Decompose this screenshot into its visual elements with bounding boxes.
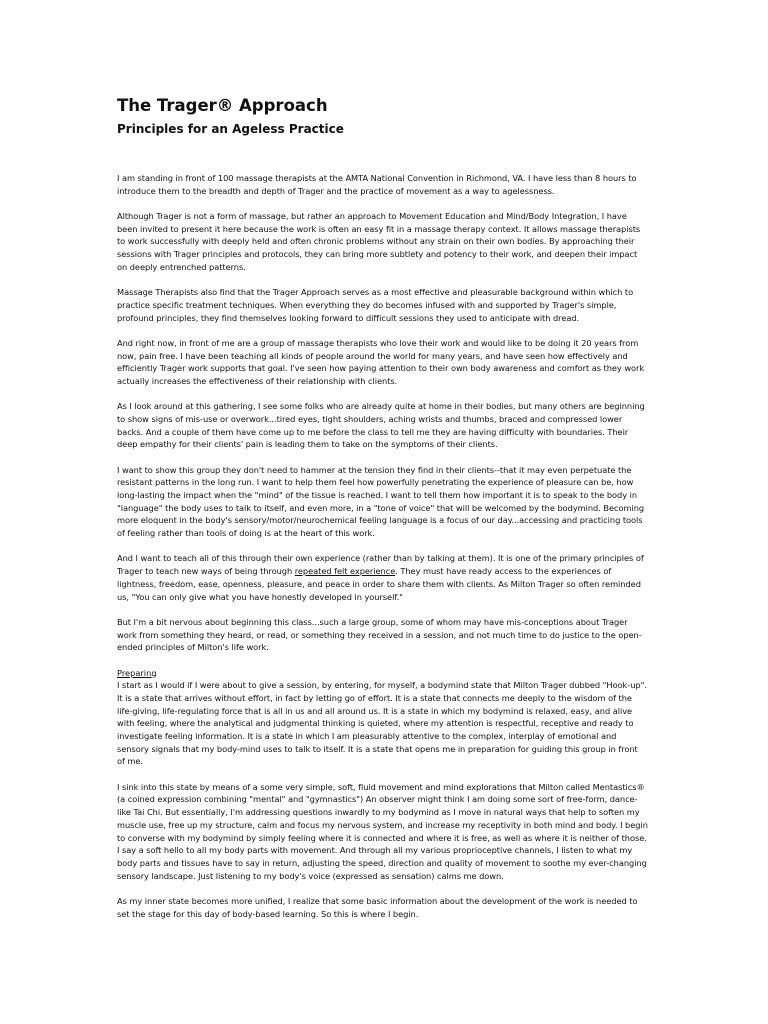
paragraph-10: I sink into this state by means of a some very simple, soft, fluid movement and mind explorations that Milton called Mentastics® (a coined expression combining "mental" and "gymnastics") An observer might think I am doing some sort of free-form, dance-like Tai Chi. But essentially, I'm addressing questions inwardly to my bodymind as I move in natural ways that help to soften my muscle use, free up my structure, calm and focus my nervous system, and increase my receptivity in both mind and body. I begin to converse with my bodymind by simply feeling where it is connected and where it is free, as well as where it is neither of those. I say a soft hello to all my body parts with movement. And through all my various proprioceptive channels, I listen to what my body parts and tissues have to say in return, adjusting the speed, direction and quality of movement to soothe my ever-changing sensory landscape. Just listening to my body's voice (expressed as sensation) calms me down. — [117, 781, 648, 881]
paragraph-5: As I look around at this gathering, I see some folks who are already quite at home in their bodies, but many others are beginning to show signs of mis-use or overwork...tired eyes, tight shoulders, aching wrists and thumbs, braced and compressed lower backs. And a couple of them have come up to me before the class to tell me they are having difficulty with boundaries. Their deep empathy for their clients' pain is leading them to take on the symptoms of their clients. — [117, 401, 645, 450]
paragraph-8: But I'm a bit nervous about beginning this class...such a large group, some of whom may have mis-conceptions about Trager work from something they heard, or read, or something they received in a session, and not much time to do justice to the open-ended principles of Milton's life work. — [117, 616, 642, 653]
paragraph-7 — [117, 552, 648, 603]
paragraph-7-emphasis: repeated felt experience — [294, 566, 396, 577]
paragraph-2: Although Trager is not a form of massage, but rather an approach to Movement Education and Mind/Body Integration, I have been invited to present it here because the work is often an easy fit in a massage therapy context. It allows massage therapists to work successfully with deeply held and often chronic problems without any strain on their own bodies. By approaching their sessions with Trager principles and protocols, they can bring more subtlety and potency to their work, and deepen their impact on deeply entrenched patterns. — [117, 211, 641, 272]
paragraph-7-after: . They must have ready access to the experiences of lightness, freedom, ease, openness, pleasure, and peace in order to share them with clients. As Milton Trager so often reminded us, "You can only give what you have honestly developed in yourself." — [117, 566, 641, 602]
document-title: The Trager® Approach — [117, 96, 328, 115]
paragraph-6: I want to show this group they don't need to hammer at the tension they find in their clients--that it may even perpetuate the resistant patterns in the long run. I want to help them feel how powerfully penetrating the experience of pleasure can be, how long-lasting the impact when the "mind" of the tissue is reached. I want to tell them how important it is to speak to the body in "language" the body uses to talk to itself, and even more, in a "tone of voice" that will be welcomed by the bodymind. Becoming more eloquent in the body's sensory/motor/neurochemical feeling language is a focus of our day...accessing and practicing tools of feeling rather than tools of doing is at the heart of this work. — [117, 464, 645, 539]
document-body — [117, 172, 648, 920]
section-heading-preparing: Preparing — [117, 667, 157, 678]
document-page — [117, 95, 648, 920]
paragraph-9: I start as I would if I were about to give a session, by entering, for myself, a bodymind state that Milton Trager dubbed "Hook-up". It is a state that arrives without effort, in fact by letting go of effort. It is a state that connects me deeply to the wisdom of the life-giving, life-regulating force that is all in us and all around us. It is a state in which my bodymind is relaxed, easy, and alive with feeling, where the analytical and judgmental thinking is quieted, where my attention is respectful, receptive and ready to investigate feeling information. It is a state in which I am pleasurably attentive to the complex, interplay of emotional and sensory signals that my body-mind uses to talk to itself. It is a state that opens me in preparation for guiding this group in front of me. — [117, 680, 647, 767]
paragraph-7-before: And I want to teach all of this through their own experience (rather than by talking at them). It is one of the primary principles of Trager to teach new ways of being through — [117, 553, 644, 577]
paragraph-3: Massage Therapists also find that the Trager Approach serves as a most effective and pleasurable background within which to practice specific treatment techniques. When everything they do becomes infused with and supported by Trager's simple, profound principles, they find themselves looking forward to difficult sessions they used to anticipate with dread. — [117, 287, 634, 323]
paragraph-11: As my inner state becomes more unified, I realize that some basic information about the development of the work is needed to set the stage for this day of body-based learning. So this is where I begin. — [117, 895, 638, 919]
paragraph-1: I am standing in front of 100 massage therapists at the AMTA National Convention in Richmond, VA. I have less than 8 hours to introduce them to the breadth and depth of Trager and the practice of movement as a way to agelessness. — [117, 173, 637, 196]
paragraph-4: And right now, in front of me are a group of massage therapists who love their work and would like to be doing it 20 years from now, pain free. I have been teaching all kinds of people around the world for many years, and have seen how effectively and efficiently Trager work supports that goal. I've seen how paying attention to their own body awareness and comfort as they work actually increases the effectiveness of their relationship with clients. — [117, 337, 645, 386]
document-subtitle: Principles for an Ageless Practice — [117, 122, 344, 136]
